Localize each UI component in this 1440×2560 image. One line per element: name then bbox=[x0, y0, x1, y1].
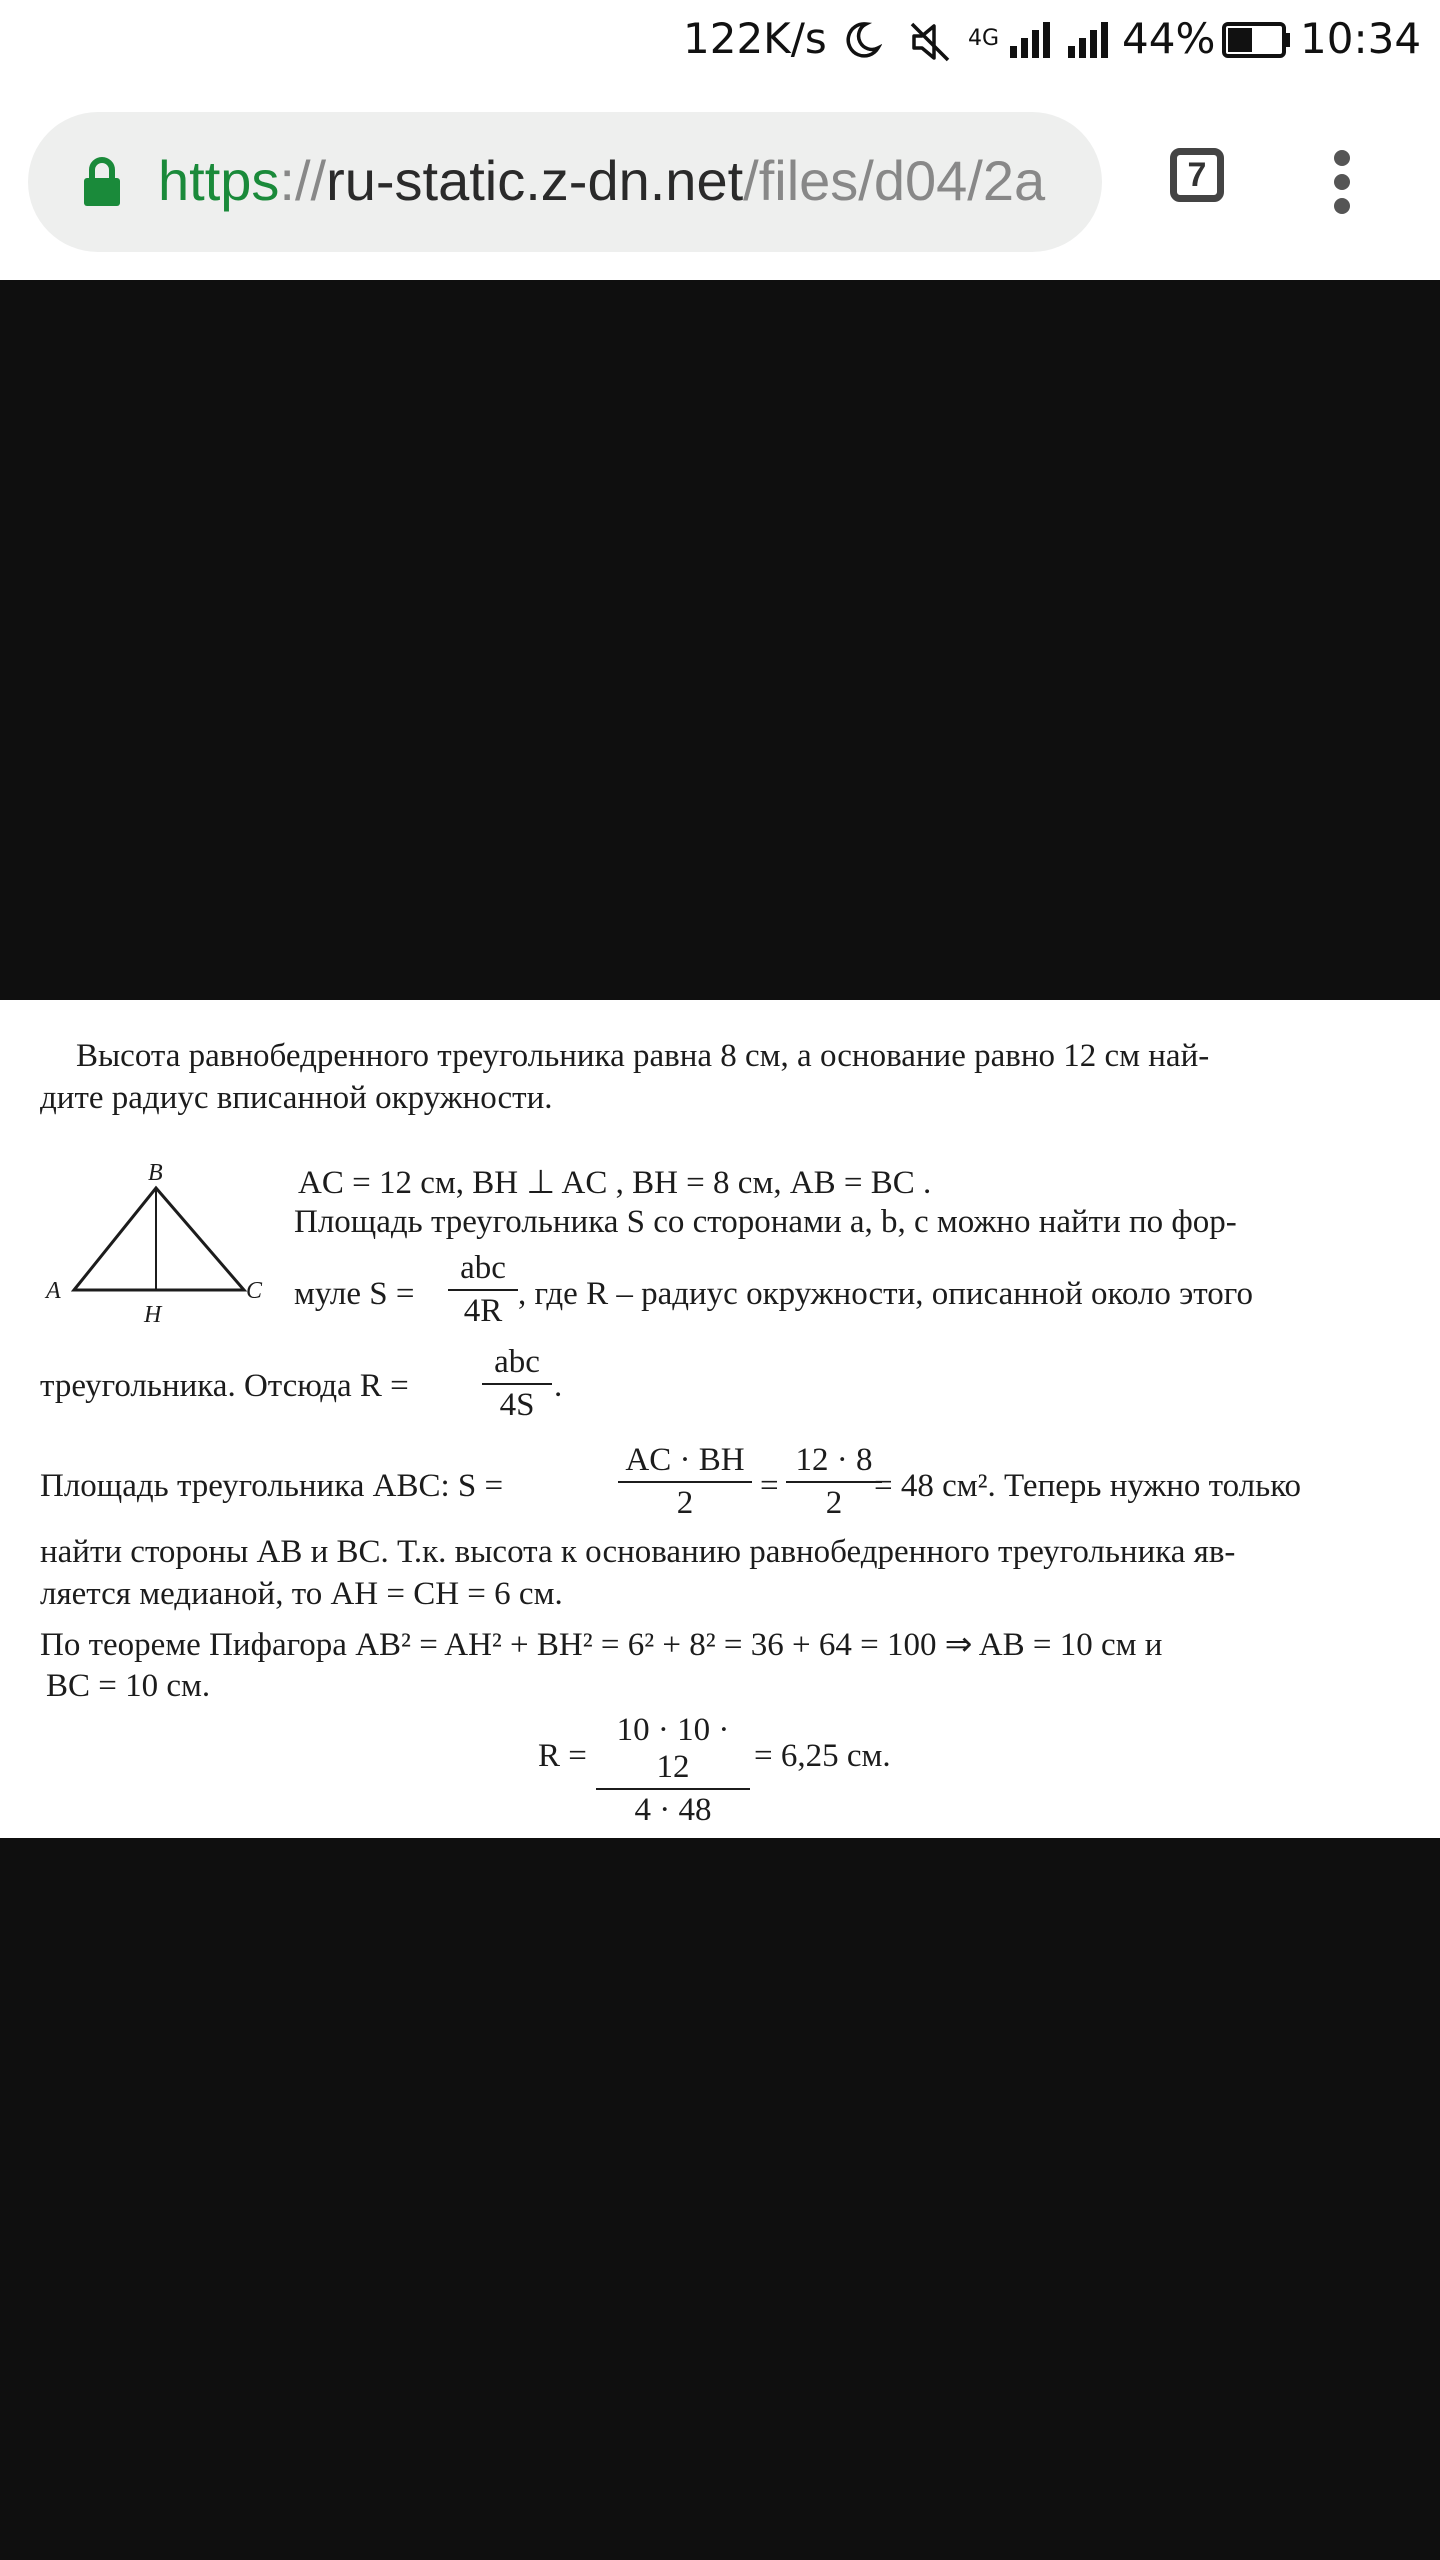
fraction-abc-4s: abc 4S bbox=[482, 1344, 552, 1424]
area-text: = 48 см². Теперь нужно только bbox=[874, 1468, 1302, 1504]
net-speed: 122K/s bbox=[683, 14, 827, 63]
network-type: 4G bbox=[968, 26, 1000, 51]
triangle-figure bbox=[38, 1158, 278, 1333]
address-bar[interactable] bbox=[28, 112, 1102, 252]
equals-sign: = bbox=[760, 1468, 779, 1504]
url-path: /files/d04/2a bbox=[743, 149, 1046, 212]
url-scheme: https bbox=[158, 149, 280, 212]
vertex-label-a: A bbox=[46, 1278, 61, 1304]
problem-text: Высота равнобедренного треугольника равна 8 см, а основание равно 12 см най- bbox=[76, 1038, 1210, 1074]
formula-text: муле S = bbox=[294, 1276, 415, 1312]
fraction-result: $\frac{10 \cdot 10 \cdot 12}{4 \cdot 48}$ bbox=[596, 1712, 750, 1829]
formula-text: . bbox=[554, 1368, 563, 1404]
status-bar bbox=[0, 0, 1440, 86]
fraction-abc-4r: abc 4R bbox=[448, 1250, 518, 1330]
given-text: AC = 12 см, BH ⊥ AC , BH = 8 см, AB = BC . bbox=[298, 1165, 932, 1201]
result-text: R = bbox=[538, 1738, 587, 1774]
battery-percent: 44% bbox=[1122, 14, 1216, 63]
moon-icon bbox=[842, 20, 882, 60]
url-host: ru-static.z-dn.net bbox=[326, 149, 744, 212]
formula-text: треугольника. Отсюда R = bbox=[40, 1368, 409, 1404]
tab-switcher-button[interactable]: 7 bbox=[1170, 148, 1224, 202]
battery-icon bbox=[1222, 22, 1292, 58]
vertex-label-b: B bbox=[148, 1160, 163, 1186]
document-image bbox=[0, 1000, 1440, 1838]
problem-text: дите радиус вписанной окружности. bbox=[40, 1080, 553, 1116]
signal-icon bbox=[1008, 20, 1054, 60]
browser-toolbar bbox=[0, 86, 1440, 280]
fraction-12-8: $\frac{12 \cdot 8}{2}$ bbox=[786, 1442, 882, 1522]
vertex-label-c: C bbox=[246, 1278, 263, 1304]
lock-icon bbox=[82, 156, 122, 208]
fraction-ac-bh: $\frac{AC \cdot BH}{2}$ bbox=[618, 1442, 752, 1522]
median-text: ляется медианой, то AH = CH = 6 см. bbox=[40, 1576, 563, 1612]
pythagoras-text: BC = 10 см. bbox=[46, 1668, 211, 1704]
result-text: = 6,25 см. bbox=[754, 1738, 891, 1774]
url-separator: :// bbox=[279, 149, 327, 212]
mute-icon bbox=[908, 20, 952, 64]
formula-text: Площадь треугольника S со сторонами a, b, c можно найти по фор- bbox=[294, 1204, 1237, 1240]
vertex-label-h: H bbox=[144, 1302, 162, 1328]
signal-icon bbox=[1066, 20, 1112, 60]
clock: 10:34 bbox=[1300, 14, 1422, 63]
url-text[interactable] bbox=[158, 148, 1045, 213]
formula-text: , где R – радиус окружности, описанной около этого bbox=[518, 1276, 1254, 1312]
overflow-menu-icon[interactable] bbox=[1322, 150, 1362, 214]
pythagoras-text: По теореме Пифагора AB² = AH² + BH² = 6² + 8² = 36 + 64 = 100 ⇒ AB = 10 см и bbox=[40, 1627, 1163, 1663]
area-text: Площадь треугольника ABC: S = bbox=[40, 1468, 504, 1504]
median-text: найти стороны AB и BC. Т.к. высота к основанию равнобедренного треугольника яв- bbox=[40, 1534, 1236, 1570]
